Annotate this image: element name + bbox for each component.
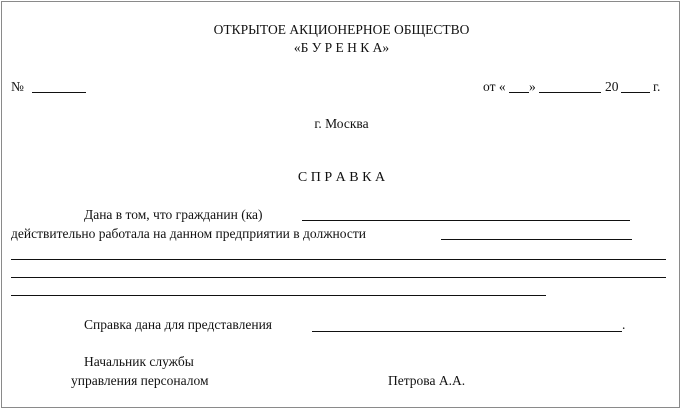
signatory-position-line2: управления персоналом: [71, 373, 209, 388]
document-number-field[interactable]: [32, 92, 86, 93]
document-number-label: №: [11, 79, 24, 94]
purpose-field[interactable]: [312, 331, 622, 332]
purpose-label: Справка дана для представления: [84, 317, 272, 332]
signatory-position-line1: Начальник службы: [84, 354, 194, 369]
date-year-prefix: 20: [605, 79, 619, 94]
position-field[interactable]: [441, 239, 632, 240]
signatory-name: Петрова А.А.: [388, 373, 466, 388]
body-line-citizen: Дана в том, что гражданин (ка): [84, 207, 263, 222]
document-title: С П Р А В К А: [297, 170, 386, 185]
body-line-position: действительно работала на данном предприятии в должности: [11, 226, 366, 241]
date-year-suffix: г.: [653, 79, 661, 94]
date-month-field[interactable]: [539, 92, 601, 93]
citizen-name-field[interactable]: [302, 220, 630, 221]
city: г. Москва: [314, 116, 369, 131]
date-year-field[interactable]: [621, 92, 650, 93]
blank-line[interactable]: [11, 277, 666, 278]
date-prefix: от «: [483, 79, 506, 94]
date-day-field[interactable]: [509, 92, 529, 93]
blank-line[interactable]: [11, 259, 666, 260]
blank-line[interactable]: [11, 295, 546, 296]
purpose-period: .: [622, 317, 626, 332]
organization-name: ОТКРЫТОЕ АКЦИОНЕРНОЕ ОБЩЕСТВО: [213, 22, 470, 37]
organization-brand: «Б У Р Е Н К А»: [293, 40, 390, 55]
date-quote-close: »: [529, 79, 536, 94]
document-frame: [1, 1, 680, 408]
